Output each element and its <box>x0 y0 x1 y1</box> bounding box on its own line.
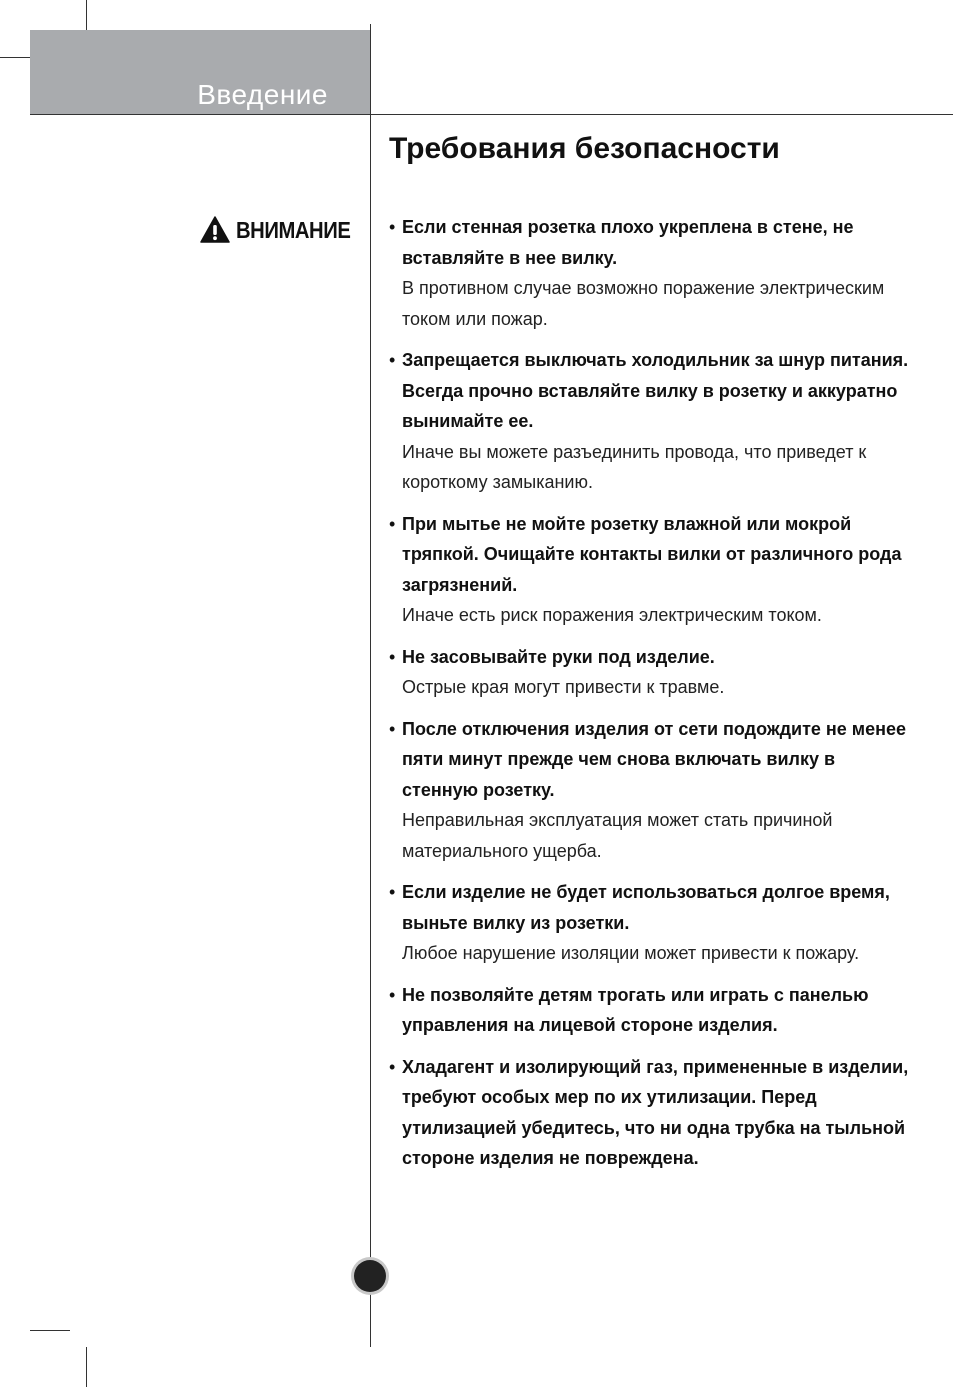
list-item <box>389 1052 909 1174</box>
warning-triangle-icon <box>200 215 230 245</box>
list-item <box>389 345 909 498</box>
list-item <box>389 642 909 703</box>
bullet: • <box>389 1056 396 1077</box>
bullet: • <box>389 718 396 739</box>
caution-label: ВНИМАНИЕ <box>236 216 351 243</box>
column-divider <box>370 24 371 1347</box>
item-warning-text: Не засовывайте руки под изделие. <box>402 646 715 667</box>
bullet: • <box>389 882 396 902</box>
item-warning-text: Хладагент и изолирующий газ, примененные в изделии, требуют особых мер по их утилизации. Перед утилизацией убедитесь, что ни одна трубка на тыльной стороне изделия не повреждена. <box>402 1056 909 1168</box>
list-item <box>389 877 909 969</box>
section-title: Введение <box>197 79 328 110</box>
bullet: • <box>389 513 396 534</box>
safety-list <box>389 212 909 1174</box>
bullet: • <box>389 984 396 1005</box>
list-item <box>389 980 909 1041</box>
item-warning-text: Если изделие не будет использоваться долгое время, выньте вилку из розетки. <box>402 882 890 933</box>
header-rule <box>30 114 953 115</box>
page-marker-dot <box>354 1260 386 1292</box>
list-item <box>389 509 909 631</box>
item-warning-text: Не позволяйте детям трогать или играть с панелью управления на лицевой стороне изделия. <box>402 984 869 1035</box>
item-consequence-text: Неправильная эксплуатация может стать причиной материального ущерба. <box>402 810 833 861</box>
bullet: • <box>389 350 396 370</box>
bullet: • <box>389 217 396 237</box>
caution-label-group <box>200 213 366 247</box>
item-warning-text: При мытье не мойте розетку влажной или мокрой тряпкой. Очищайте контакты вилки от различного рода загрязнений. <box>402 513 902 595</box>
crop-mark-top-vertical <box>86 0 87 30</box>
item-warning-text: Запрещается выключать холодильник за шнур питания. Всегда прочно вставляйте вилку в розетку и аккуратно вынимайте ее. <box>402 350 909 431</box>
item-warning-text: Если стенная розетка плохо укреплена в стене, не вставляйте в нее вилку. <box>402 217 854 268</box>
list-item <box>389 212 909 334</box>
item-consequence-text: Иначе вы можете разъединить провода, что приведет к короткому замыканию. <box>402 441 867 492</box>
item-consequence-text: В противном случае возможно поражение электрическим током или пожар. <box>402 278 885 329</box>
crop-mark-bottom-horizontal <box>30 1330 70 1331</box>
item-consequence-text: Иначе есть риск поражения электрическим током. <box>402 605 822 625</box>
section-tab <box>30 30 370 114</box>
bullet: • <box>389 646 396 667</box>
item-consequence-text: Любое нарушение изоляции может привести к пожару. <box>402 943 860 963</box>
crop-mark-bottom-vertical <box>86 1347 87 1387</box>
list-item <box>389 714 909 867</box>
item-consequence-text: Острые края могут привести к травме. <box>402 677 725 697</box>
page-title: Требования безопасности <box>389 132 780 165</box>
item-warning-text: После отключения изделия от сети подождите не менее пяти минут прежде чем снова включать вилку в стенную розетку. <box>402 718 907 800</box>
